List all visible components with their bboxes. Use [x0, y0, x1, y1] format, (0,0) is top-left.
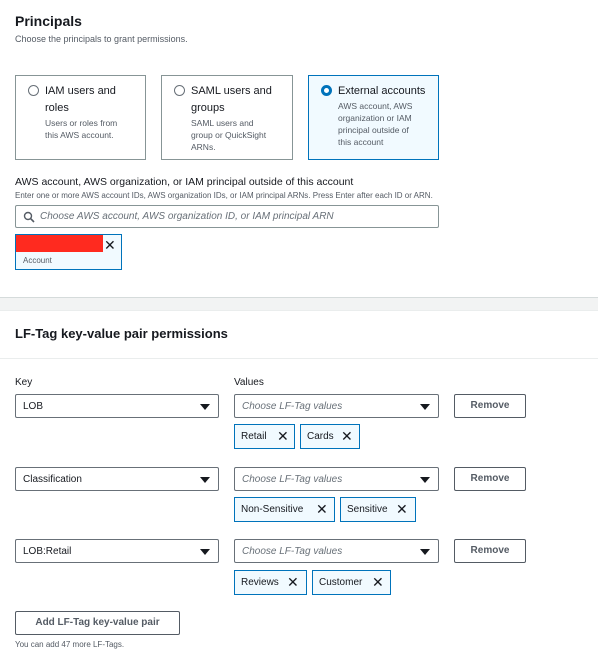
add-lftag-pair-button[interactable]: Add LF-Tag key-value pair — [15, 611, 180, 635]
option-saml-users-groups[interactable] — [161, 75, 293, 160]
redacted-account-id — [16, 235, 103, 252]
values-select-placeholder: Choose LF-Tag values — [242, 546, 343, 557]
principals-title: Principals — [15, 13, 82, 29]
close-icon[interactable]: ✕ — [277, 428, 289, 444]
remove-button[interactable]: Remove — [454, 467, 526, 491]
close-icon[interactable]: ✕ — [316, 501, 328, 517]
tag-customer: Customer ✕ — [312, 570, 391, 595]
tag-retail: Retail ✕ — [234, 424, 295, 449]
account-token — [15, 234, 122, 270]
caret-down-icon — [200, 549, 210, 555]
lftag-remaining-note: You can add 47 more LF-Tags. — [15, 640, 125, 649]
search-icon — [23, 211, 35, 223]
values-select-lob-retail[interactable] — [234, 539, 439, 563]
close-icon[interactable]: ✕ — [287, 574, 299, 590]
values-column-header: Values — [234, 377, 264, 388]
header-divider — [0, 358, 598, 359]
option-iam-users-roles[interactable] — [15, 75, 146, 160]
key-select-value: Classification — [23, 474, 82, 485]
option-description: AWS account, AWS organization or IAM principal outside of this account — [338, 101, 413, 147]
tag-non-sensitive: Non-Sensitive ✕ — [234, 497, 335, 522]
values-select-lob[interactable] — [234, 394, 439, 418]
tag-sensitive: Sensitive ✕ — [340, 497, 416, 522]
remove-button[interactable]: Remove — [454, 539, 526, 563]
option-external-accounts[interactable] — [308, 75, 439, 160]
external-account-label: AWS account, AWS organization, or IAM principal outside of this account — [15, 176, 354, 188]
option-description: SAML users and group or QuickSight ARNs. — [191, 118, 267, 152]
radio-external-accounts[interactable] — [321, 85, 332, 96]
caret-down-icon — [420, 477, 430, 483]
lftag-title: LF-Tag key-value pair permissions — [15, 326, 228, 341]
external-account-description: Enter one or more AWS account IDs, AWS organization IDs, or IAM principal ARNs. Press Enter after each ID or ARN. — [15, 191, 433, 200]
remove-button[interactable]: Remove — [454, 394, 526, 418]
option-description: Users or roles from this AWS account. — [45, 118, 118, 140]
radio-iam-users-roles[interactable] — [28, 85, 39, 96]
caret-down-icon — [420, 404, 430, 410]
caret-down-icon — [200, 404, 210, 410]
values-select-placeholder: Choose LF-Tag values — [242, 401, 343, 412]
caret-down-icon — [200, 477, 210, 483]
key-column-header: Key — [15, 377, 33, 388]
section-divider — [0, 297, 598, 311]
key-select-value: LOB:Retail — [23, 546, 72, 557]
key-select-value: LOB — [23, 401, 44, 412]
key-select-lob[interactable] — [15, 394, 219, 418]
account-token-label: Account — [23, 256, 52, 265]
principals-subtitle: Choose the principals to grant permissions. — [15, 34, 188, 44]
caret-down-icon — [420, 549, 430, 555]
option-title: IAM users and roles — [45, 85, 116, 114]
close-icon[interactable]: ✕ — [104, 237, 116, 253]
option-title: External accounts — [338, 85, 426, 97]
radio-saml-users-groups[interactable] — [174, 85, 185, 96]
option-title: SAML users and groups — [191, 85, 272, 114]
search-placeholder: Choose AWS account, AWS organization ID, or IAM principal ARN — [40, 211, 334, 222]
close-icon[interactable]: ✕ — [396, 501, 408, 517]
values-select-placeholder: Choose LF-Tag values — [242, 474, 343, 485]
tag-reviews: Reviews ✕ — [234, 570, 307, 595]
close-icon[interactable]: ✕ — [341, 428, 353, 444]
tag-cards: Cards ✕ — [300, 424, 360, 449]
values-select-classification[interactable] — [234, 467, 439, 491]
key-select-lob-retail[interactable] — [15, 539, 219, 563]
close-icon[interactable]: ✕ — [372, 574, 384, 590]
principal-search-input[interactable] — [15, 205, 439, 228]
key-select-classification[interactable] — [15, 467, 219, 491]
